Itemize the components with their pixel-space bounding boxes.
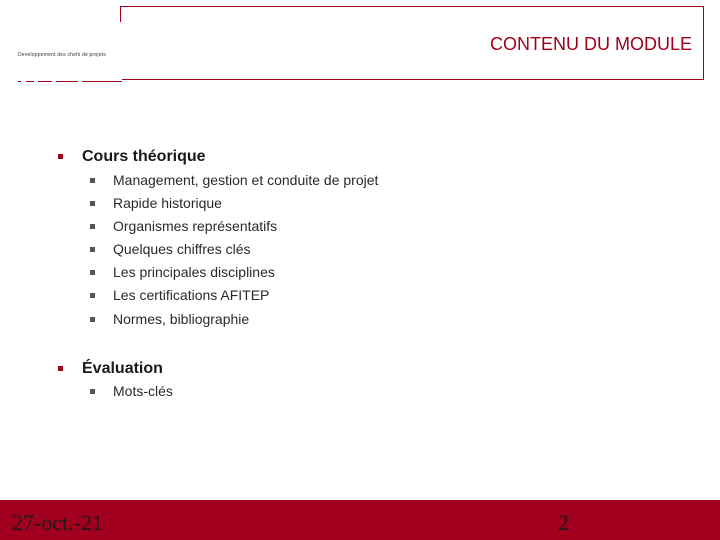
list-item bbox=[0, 311, 500, 329]
footer-date: 27-oct.-21 bbox=[12, 510, 104, 535]
square-bullet-icon bbox=[58, 366, 63, 371]
section-heading: Cours théorique bbox=[82, 148, 206, 165]
dash-segment bbox=[38, 81, 52, 82]
dash-segment bbox=[18, 81, 21, 82]
square-bullet-icon bbox=[90, 270, 95, 275]
list-item-label: Les principales disciplines bbox=[113, 264, 275, 280]
dash-segment bbox=[82, 81, 122, 82]
square-bullet-icon bbox=[90, 178, 95, 183]
list-item-label: Quelques chiffres clés bbox=[113, 241, 251, 257]
header-left-tick bbox=[120, 6, 121, 22]
list-item-level1 bbox=[0, 360, 500, 380]
header-right-rule bbox=[703, 6, 704, 80]
square-bullet-icon bbox=[90, 389, 95, 394]
header-subtitle: Developpement des chefs de projets bbox=[18, 52, 106, 58]
square-bullet-icon bbox=[58, 154, 63, 159]
list-item-level1 bbox=[0, 148, 500, 168]
list-item bbox=[0, 172, 500, 190]
page-title: CONTENU DU MODULE bbox=[489, 34, 692, 54]
list-item bbox=[0, 241, 500, 259]
list-item bbox=[0, 264, 500, 282]
list-item-label: Normes, bibliographie bbox=[113, 311, 250, 327]
list-item bbox=[0, 287, 500, 305]
list-item-label: Management, gestion et conduite de projet bbox=[113, 172, 379, 188]
header-dash-decoration bbox=[18, 81, 122, 82]
square-bullet-icon bbox=[90, 224, 95, 229]
list-item-label: Les certifications AFITEP bbox=[113, 287, 270, 303]
list-item bbox=[0, 218, 500, 236]
page-number: 2 bbox=[558, 510, 569, 535]
square-bullet-icon bbox=[90, 317, 95, 322]
square-bullet-icon bbox=[90, 293, 95, 298]
list-item-label: Organismes représentatifs bbox=[113, 218, 278, 234]
header-bottom-rule bbox=[122, 79, 704, 80]
header-top-rule bbox=[120, 6, 704, 7]
square-bullet-icon bbox=[90, 247, 95, 252]
list-item-label: Rapide historique bbox=[113, 195, 222, 211]
section-heading: Évaluation bbox=[82, 360, 163, 377]
list-item bbox=[0, 195, 500, 213]
list-item bbox=[0, 383, 500, 401]
dash-segment bbox=[56, 81, 78, 82]
square-bullet-icon bbox=[90, 201, 95, 206]
dash-segment bbox=[26, 81, 34, 82]
list-item-label: Mots-clés bbox=[113, 383, 173, 399]
footer-bar bbox=[0, 500, 720, 540]
